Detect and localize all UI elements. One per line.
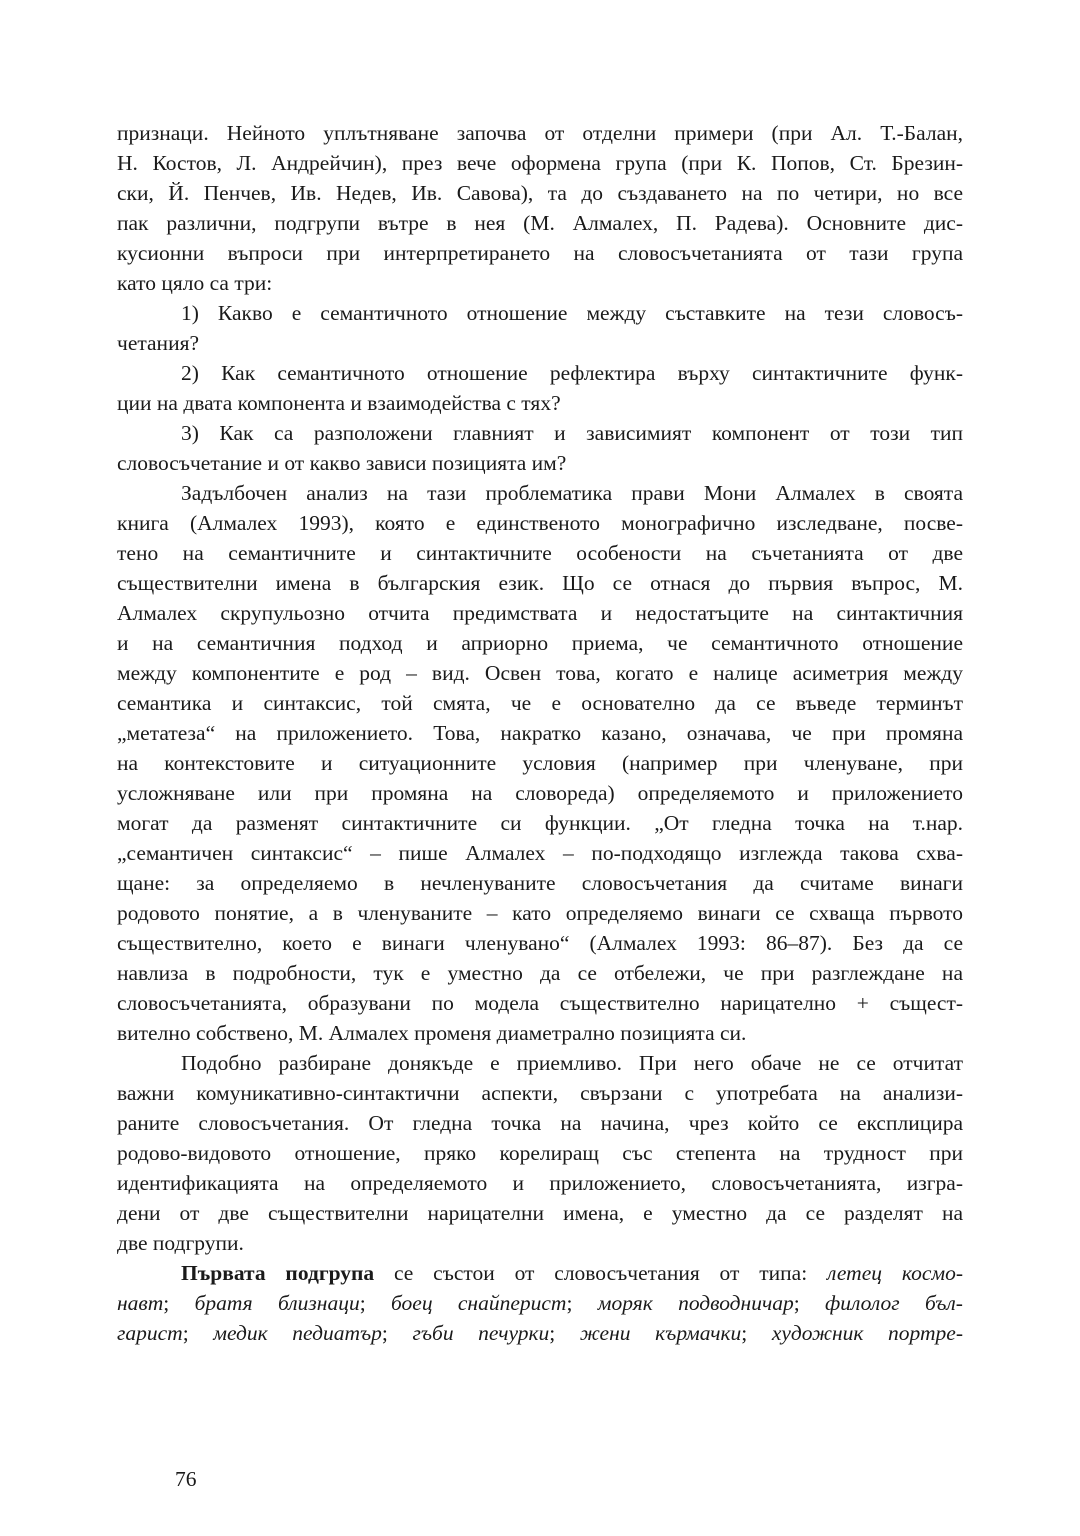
- text-line: раните словосъчетания. От гледна точка на начина, чрез който се експлицира: [117, 1111, 963, 1135]
- text-line: семантика и синтаксис, той смята, че е основателно да се въведе терминът: [117, 691, 963, 715]
- text-line: [117, 1258, 963, 1288]
- text-line: Алмалех скрупульозно отчита предимствата и недостатъците на синтактичния: [117, 601, 963, 625]
- text-line: Задълбочен анализ на тази проблематика прави Мони Алмалех в своята: [181, 481, 963, 505]
- text-line: 1) Какво е семантичното отношение между съставките на тези словосъ-: [181, 301, 963, 325]
- text-line: 3) Как са разположени главният и зависимият компонент от този тип: [181, 421, 963, 445]
- text-line: словосъчетание и от какво зависи позицията им?: [117, 451, 567, 475]
- text-line: щане: за определяемо в нечленуваните словосъчетания да считаме винаги: [117, 871, 963, 895]
- text-line: навт; братя близнаци; боец снайперист; моряк подводничар; филолог бъл-: [117, 1291, 963, 1315]
- text-line: вително собствено, М. Алмалех променя диаметрално позицията си.: [117, 1021, 747, 1045]
- text-line: признаци. Нейното уплътняване започва от отделни примери (при Ал. Т.-Балан,: [117, 121, 963, 145]
- subgroup-heading: Първата подгрупа: [181, 1261, 375, 1285]
- text-line: кусионни въпроси при интерпретирането на словосъчетанията от тази група: [117, 241, 963, 265]
- text-line: четания?: [117, 331, 200, 355]
- text-line: дени от две съществителни нарицателни имена, е уместно да се разделят на: [117, 1201, 963, 1225]
- text-line: ски, Й. Пенчев, Ив. Недев, Ив. Савова), та до създаването на по четири, но все: [117, 181, 963, 205]
- page-body: [117, 118, 963, 1348]
- text-line: гарист; медик педиатър; гъби печурки; жени кърмачки; художник портре-: [117, 1321, 963, 1345]
- text-line: усложняване или при промяна на словореда) определяемото и приложението: [117, 781, 963, 805]
- text-line: книга (Алмалех 1993), която е единственото монографично изследване, посве-: [117, 511, 963, 535]
- text-line: „метатеза“ на приложението. Това, накратко казано, означава, че при промяна: [117, 721, 963, 745]
- text-line: 2) Как семантичното отношение рефлектира върху синтактичните функ-: [181, 361, 963, 385]
- text-line: ции на двата компонента и взаимодейства с тях?: [117, 391, 561, 415]
- text-run: се състои от словосъчетания от типа:: [374, 1261, 828, 1285]
- text-line: на контекстовите и ситуационните условия (например при членуване, при: [117, 751, 963, 775]
- page-number: 76: [175, 1467, 197, 1491]
- text-line: Н. Костов, Л. Андрейчин), през вече оформена група (при К. Попов, Ст. Брезин-: [117, 151, 963, 175]
- text-line: могат да разменят синтактичните си функции. „От гледна точка на т.нар.: [117, 811, 963, 835]
- text-line: навлиза в подробности, тук е уместно да се отбележи, че при разглеждане на: [117, 961, 963, 985]
- text-line: „семантичен синтаксис“ – пише Алмалех – по-подходящо изглежда такова схва-: [117, 841, 963, 865]
- text-line: идентификацията на определяемото и приложението, словосъчетанията, изгра-: [117, 1171, 963, 1195]
- example-run: летец космо-: [827, 1261, 964, 1285]
- body-text: [117, 118, 963, 1348]
- text-line: като цяло са три:: [117, 271, 273, 295]
- text-line: между компонентите е род – вид. Освен това, когато е налице асиметрия между: [117, 661, 963, 685]
- text-line: тено на семантичните и синтактичните особености на съчетанията от две: [117, 541, 963, 565]
- text-line: родово-видовото отношение, пряко корелиращ със степента на трудност при: [117, 1141, 963, 1165]
- text-line: словосъчетанията, образувани по модела съществително нарицателно + същест-: [117, 991, 963, 1015]
- text-line: пак различни, подгрупи вътре в нея (М. Алмалех, П. Радева). Основните дис-: [117, 211, 963, 235]
- text-line: важни комуникативно-синтактични аспекти, свързани с употребата на анализи-: [117, 1081, 963, 1105]
- text-line: и на семантичния подход и априорно приема, че семантичното отношение: [117, 631, 963, 655]
- text-line: родовото понятие, а в членуваните – като определяемо винаги се схваща първото: [117, 901, 963, 925]
- text-line: две подгрупи.: [117, 1231, 244, 1255]
- text-line: съществително, което е винаги членувано“ (Алмалех 1993: 86–87). Без да се: [117, 931, 963, 955]
- text-line: Подобно разбиране донякъде е приемливо. При него обаче не се отчитат: [181, 1051, 963, 1075]
- text-line: съществителни имена в българския език. Що се отнася до първия въпрос, М.: [117, 571, 963, 595]
